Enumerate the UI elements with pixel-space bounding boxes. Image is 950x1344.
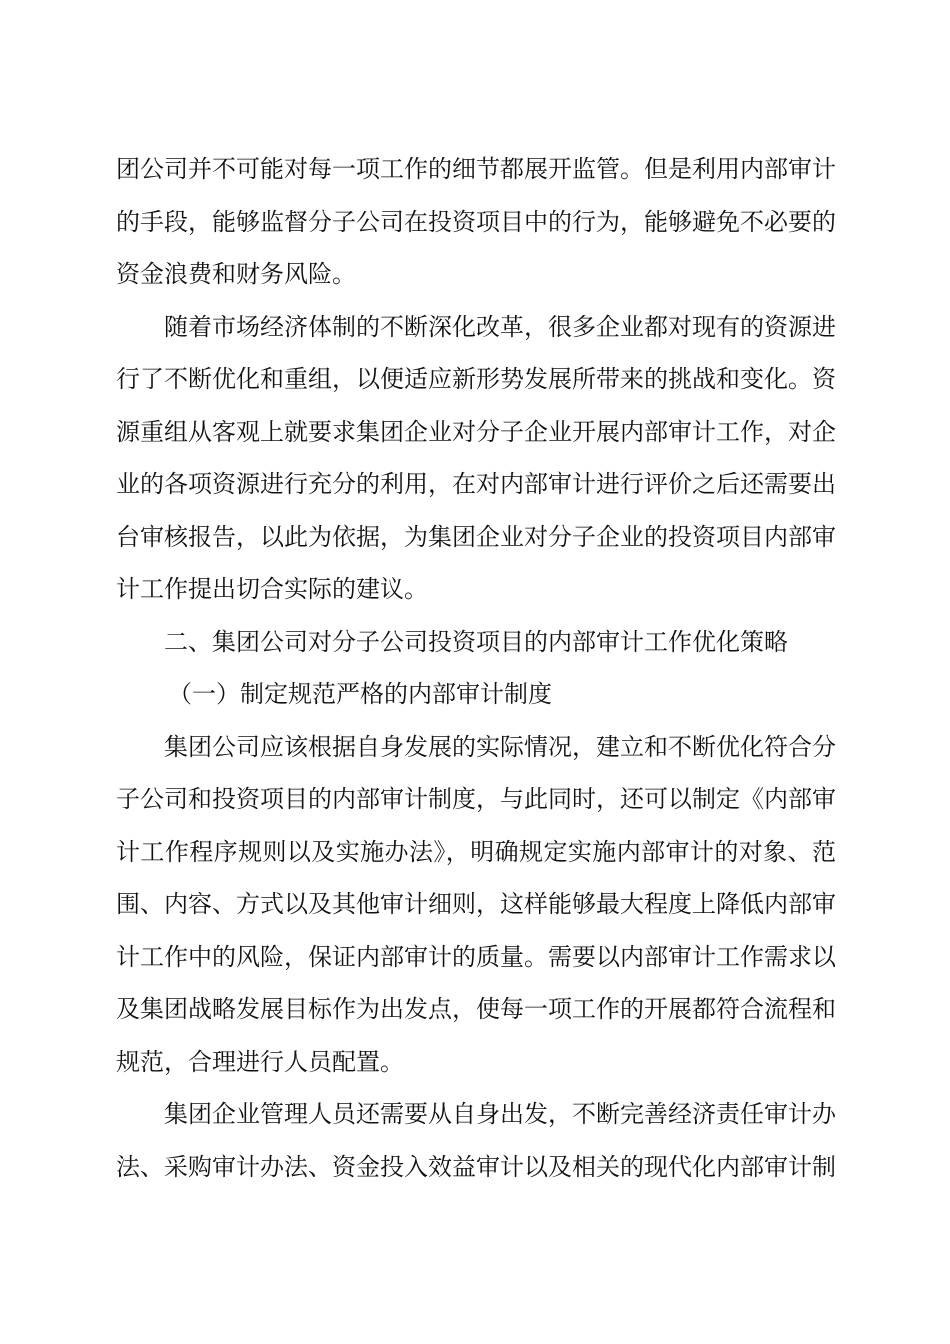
subsection-heading: （一）制定规范严格的内部审计制度 [168, 680, 552, 708]
paragraph-audit-system: 集团公司应该根据自身发展的实际情况，建立和不断优化符合分子公司和投资项目的内部审计制度，与此同时，还可以制定《内部审计工作程序规则以及实施办法》，明确规定实施内部审计的对象、范围、内容、方式以及其他审计细则，这样能够最大程度上降低内部审计工作中的风险，保证内部审计的质量。需要以内部审计工作需求以及集团战略发展目标作为出发点，使每一项工作的开展都符合流程和规范，合理进行人员配置。 [116, 732, 836, 1076]
document-body [116, 143, 836, 1193]
paragraph-management-staff: 集团企业管理人员还需要从自身出发，不断完善经济责任审计办法、采购审计办法、资金投入效益审计以及相关的现代化内部审计制 [116, 1100, 836, 1181]
paragraph-resource-restructuring: 随着市场经济体制的不断深化改革，很多企业都对现有的资源进行了不断优化和重组，以便适应新形势发展所带来的挑战和变化。资源重组从客观上就要求集团企业对分子企业开展内部审计工作，对企业的各项资源进行充分的利用，在对内部审计进行评价之后还需要出台审核报告，以此为依据，为集团企业对分子企业的投资项目内部审计工作提出切合实际的建议。 [116, 312, 836, 603]
paragraph-continuation: 团公司并不可能对每一项工作的细节都展开监管。但是利用内部审计的手段，能够监督分子公司在投资项目中的行为，能够避免不必要的资金浪费和财务风险。 [116, 155, 836, 288]
section-heading: 二、集团公司对分子公司投资项目的内部审计工作优化策略 [164, 627, 788, 656]
